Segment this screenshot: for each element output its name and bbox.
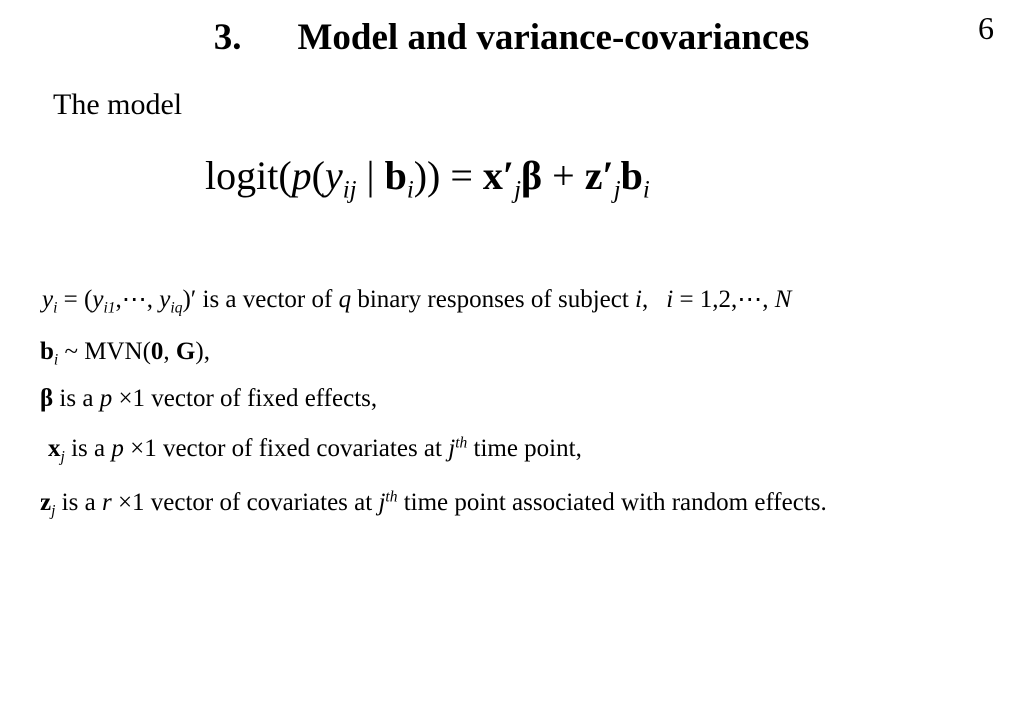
definition-x: $x_j$ is a p ×1 vector of fixed covariates at $j^{th}$ time point,: [48, 434, 582, 466]
page-number: 6: [978, 10, 994, 46]
definition-beta: β is a p ×1 vector of fixed effects,: [40, 385, 378, 412]
definition-b: $b_i$ ~ MVN(0, G),: [40, 338, 210, 369]
section-number: 3.: [213, 17, 242, 58]
model-equation: $logit(p(y_{ij}$ | $b_i)) = x'_j\beta + z'_jb_i$: [205, 153, 650, 204]
subtitle: The model: [53, 88, 183, 121]
section-title: Model and variance-covariances: [297, 17, 810, 58]
definition-z: $z_j$ is a r ×1 vector of covariates at $j^{th}$ time point associated with random effects.: [40, 488, 827, 520]
definition-y: $y_i$ = ($y_{i1},\cdots$, $y_{iq})'$ is a vector of q binary responses of subject i, i = 1,2,⋯, N: [42, 286, 792, 317]
slide-title: [0, 16, 1023, 59]
